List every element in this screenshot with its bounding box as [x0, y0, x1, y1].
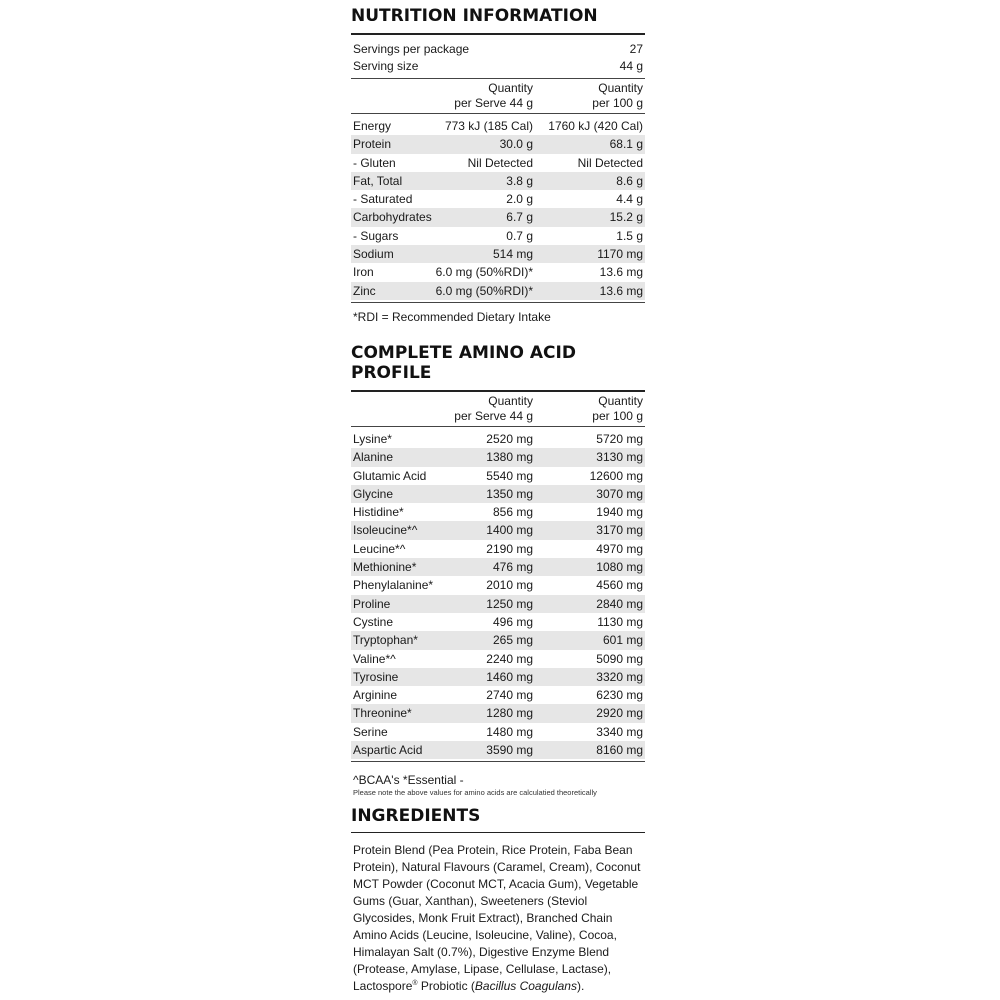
table-row: [351, 576, 645, 594]
rdi-footnote: *RDI = Recommended Dietary Intake: [353, 309, 551, 324]
table-row: [351, 650, 645, 668]
per-100g-value: 1940 mg: [596, 505, 643, 520]
nutrition-panel: [351, 6, 645, 325]
per-100g-value: 8160 mg: [596, 743, 643, 758]
divider: [351, 33, 645, 35]
registered-mark: ®: [412, 980, 418, 987]
row-label: Valine*^: [353, 651, 396, 666]
amino-panel: [351, 343, 645, 798]
per-serve-value: 6.0 mg (50%RDI)*: [435, 265, 533, 280]
row-label: Arginine: [353, 688, 398, 703]
per-serve-value: 1460 mg: [486, 669, 533, 684]
row-label: Lysine*: [353, 432, 392, 446]
table-row: [351, 558, 645, 576]
ingredients-panel: [351, 806, 645, 995]
table-row: [351, 135, 645, 153]
ingredients-text: Protein Blend (Pea Protein, Rice Protein, Faba Bean Protein), Natural Flavours (Caramel, Cream), Coconut MCT Powder (Coconut MCT, Acacia Gum), Vegetable Gums (Guar, Xanthan), Sweeteners (Steviol Glycosides, Monk Fruit Extract), Branched Chain Amino Acids (Leucine, Isoleucine, Valine), Cocoa, Himalayan Salt (0.7%), Digestive Enzyme Blend (Protease, Amylase, Lipase, Cellulase, Lactase), Lactospore® Probiotic (Bacillus Coagulans).: [353, 843, 641, 993]
row-label: Sodium: [353, 247, 394, 262]
per-100g-value: 6230 mg: [596, 688, 643, 703]
table-row: [351, 540, 645, 558]
amino-title: COMPLETE AMINO ACID PROFILE: [351, 343, 576, 383]
table-row: [351, 631, 645, 649]
row-label: Energy: [353, 119, 392, 133]
table-row: [351, 503, 645, 521]
per-serve-value: 496 mg: [492, 614, 533, 629]
serving-size-row: [351, 58, 645, 75]
per-serve-value: 856 mg: [492, 505, 533, 520]
per-100g-value: 2840 mg: [596, 596, 643, 611]
per-serve-value: 6.0 mg (50%RDI)*: [435, 283, 533, 298]
amino-table: [351, 430, 645, 759]
table-row: [351, 190, 645, 208]
per-serve-value: 3590 mg: [486, 743, 533, 758]
row-label: - Gluten: [353, 155, 396, 170]
row-label: Isoleucine*^: [353, 523, 418, 538]
per-100g-value: 3320 mg: [596, 669, 643, 684]
per-100g-value: 1.5 g: [616, 228, 643, 243]
per-serve-value: 0.7 g: [506, 228, 533, 243]
table-row: [351, 595, 645, 613]
servings-row: [351, 41, 645, 58]
per-serve-value: 1380 mg: [486, 450, 533, 465]
table-row: [351, 613, 645, 631]
per-100g-value: 1170 mg: [597, 247, 643, 262]
serving-size-value: 44 g: [619, 59, 643, 73]
divider: [351, 832, 645, 833]
ingredients-title: INGREDIENTS: [351, 806, 481, 826]
table-row: [351, 227, 645, 245]
table-row: [351, 117, 645, 135]
row-label: Glycine: [353, 486, 394, 501]
per-100g-value: 2920 mg: [596, 706, 643, 721]
per-serve-value: 1280 mg: [486, 706, 533, 721]
row-label: Alanine: [353, 450, 394, 465]
divider: [351, 302, 645, 303]
nutrition-column-header: [351, 79, 645, 113]
per-serve-value: 30.0 g: [499, 137, 533, 152]
per-100g-value: 4.4 g: [616, 192, 643, 207]
per-serve-value: Nil Detected: [467, 155, 533, 170]
row-label: Leucine*^: [353, 541, 406, 556]
row-label: - Sugars: [353, 228, 399, 243]
probiotic-species: Bacillus Coagulans: [474, 979, 577, 993]
per-serve-value: 1480 mg: [486, 724, 533, 739]
table-row: [351, 245, 645, 263]
per-serve-value: 1350 mg: [486, 486, 533, 501]
per-serve-value: 2.0 g: [506, 192, 533, 207]
row-label: Methionine*: [353, 560, 417, 575]
per-serve-value: 3.8 g: [506, 173, 533, 188]
table-row: [351, 263, 645, 281]
per-100g-value: 8.6 g: [616, 173, 643, 188]
per-100g-value: 15.2 g: [609, 210, 643, 225]
per-serve-value: 1400 mg: [486, 523, 533, 538]
row-label: Serine: [353, 724, 388, 739]
per-serve-value: 1250 mg: [486, 596, 533, 611]
nutrition-title: NUTRITION INFORMATION: [351, 6, 598, 26]
per-serve-value: 476 mg: [492, 560, 533, 575]
table-row: [351, 467, 645, 485]
table-row: [351, 723, 645, 741]
row-label: Proline: [353, 596, 391, 611]
per-serve-value: 6.7 g: [506, 210, 533, 225]
row-label: - Saturated: [353, 192, 413, 207]
table-row: [351, 208, 645, 226]
table-row: [351, 448, 645, 466]
per-100g-value: 1760 kJ (420 Cal): [548, 119, 643, 133]
per-100g-value: Nil Detected: [577, 155, 643, 170]
nutrition-table: [351, 117, 645, 300]
amino-column-header: [351, 392, 645, 426]
serving-size-label: Serving size: [353, 59, 419, 73]
table-row: [351, 154, 645, 172]
row-label: Tyrosine: [353, 669, 399, 684]
servings-label: Servings per package: [353, 42, 470, 56]
per-100g-value: 601 mg: [602, 633, 643, 648]
divider: [351, 761, 645, 762]
per-serve-value: 2740 mg: [486, 688, 533, 703]
table-row: [351, 282, 645, 300]
table-row: [351, 485, 645, 503]
per-100g-value: 12600 mg: [589, 468, 643, 483]
per-100g-header: Quantity per 100 g: [592, 81, 643, 110]
per-100g-header: Quantity per 100 g: [592, 394, 643, 423]
row-label: Cystine: [353, 614, 394, 629]
per-serve-value: 773 kJ (185 Cal): [444, 119, 533, 133]
row-label: Aspartic Acid: [353, 743, 423, 758]
row-label: Histidine*: [353, 505, 404, 520]
per-serve-header: Quantity per Serve 44 g: [454, 81, 533, 110]
bcaa-footnote: ^BCAA's *Essential -: [353, 773, 464, 788]
table-row: [351, 741, 645, 759]
table-row: [351, 430, 645, 448]
table-row: [351, 668, 645, 686]
per-serve-header: Quantity per Serve 44 g: [454, 394, 533, 423]
table-row: [351, 521, 645, 539]
per-100g-value: 5720 mg: [596, 432, 643, 446]
row-label: Iron: [353, 265, 374, 280]
table-row: [351, 704, 645, 722]
per-100g-value: 5090 mg: [596, 651, 643, 666]
per-100g-value: 68.1 g: [609, 137, 643, 152]
row-label: Zinc: [353, 283, 376, 298]
table-row: [351, 172, 645, 190]
per-100g-value: 3170 mg: [596, 523, 643, 538]
per-100g-value: 3130 mg: [596, 450, 643, 465]
per-serve-value: 514 mg: [492, 247, 533, 262]
per-serve-value: 2520 mg: [486, 432, 533, 446]
per-serve-value: 5540 mg: [486, 468, 533, 483]
per-100g-value: 4560 mg: [596, 578, 643, 593]
per-100g-value: 1130 mg: [597, 614, 643, 629]
row-label: Threonine*: [353, 706, 412, 721]
divider: [351, 426, 645, 427]
per-100g-value: 13.6 mg: [599, 283, 643, 298]
row-label: Tryptophan*: [353, 633, 418, 648]
per-100g-value: 3070 mg: [596, 486, 643, 501]
divider: [351, 113, 645, 114]
per-serve-value: 2240 mg: [486, 651, 533, 666]
per-serve-value: 2010 mg: [486, 578, 533, 593]
row-label: Carbohydrates: [353, 210, 432, 225]
row-label: Glutamic Acid: [353, 468, 427, 483]
per-serve-value: 2190 mg: [486, 541, 533, 556]
amino-disclaimer: Please note the above values for amino acids are calculatied theoretically: [353, 788, 597, 798]
per-serve-value: 265 mg: [492, 633, 533, 648]
table-row: [351, 686, 645, 704]
per-100g-value: 13.6 mg: [599, 265, 643, 280]
row-label: Protein: [353, 137, 392, 152]
per-100g-value: 1080 mg: [596, 560, 643, 575]
per-100g-value: 4970 mg: [596, 541, 643, 556]
per-100g-value: 3340 mg: [596, 724, 643, 739]
row-label: Fat, Total: [353, 173, 403, 188]
servings-value: 27: [629, 42, 643, 56]
row-label: Phenylalanine*: [353, 578, 434, 593]
